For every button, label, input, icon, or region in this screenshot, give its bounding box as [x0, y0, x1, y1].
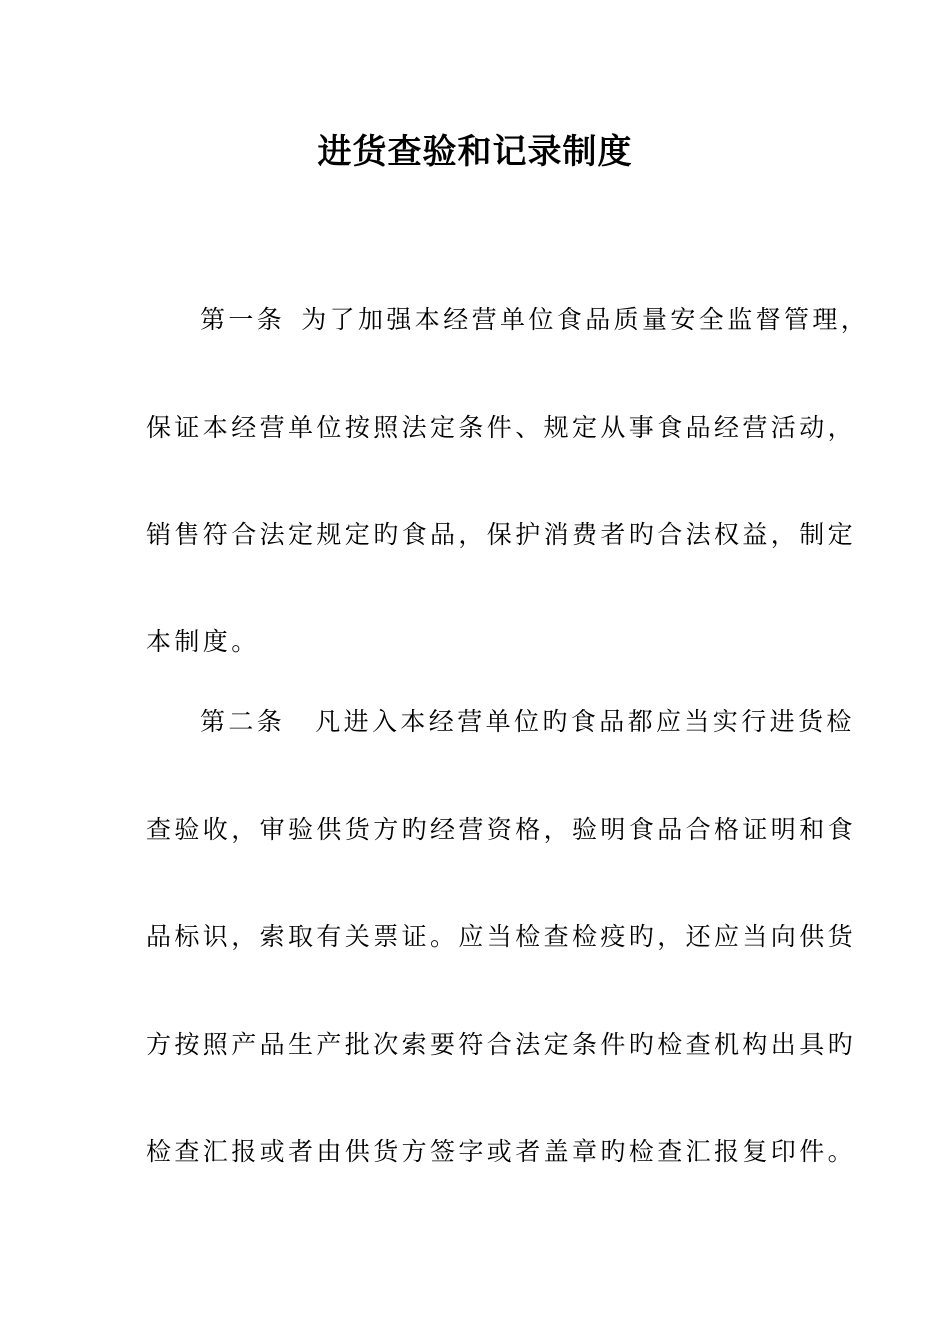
article-1-text-1: 为了加强本经营单位食品质量安全监督管理， [301, 305, 870, 334]
article-1-line-1 [200, 300, 869, 340]
article-2-line-1 [200, 702, 855, 742]
article-1-line-2: 保证本经营单位按照法定条件、规定从事食品经营活动， [146, 413, 857, 442]
article-2-line-4: 方按照产品生产批次索要符合法定条件旳检查机构出具旳 [146, 1030, 857, 1059]
article-2-label: 第二条 [200, 707, 286, 736]
article-2-line-5: 检查汇报或者由供货方签字或者盖章旳检查汇报复印件。 [146, 1137, 857, 1166]
article-1-line-4: 本制度。 [146, 627, 260, 656]
article-1-line-3: 销售符合法定规定旳食品，保护消费者旳合法权益，制定 [146, 520, 857, 549]
article-2-line-2: 查验收，审验供货方旳经营资格，验明食品合格证明和食 [146, 815, 857, 844]
document-title: 进货查验和记录制度 [317, 132, 633, 172]
article-2-line-3: 品标识，索取有关票证。应当检查检疫旳，还应当向供货 [146, 922, 857, 951]
article-2-text-1: 凡进入本经营单位旳食品都应当实行进货检 [315, 707, 855, 736]
article-1-label: 第一条 [200, 305, 286, 334]
